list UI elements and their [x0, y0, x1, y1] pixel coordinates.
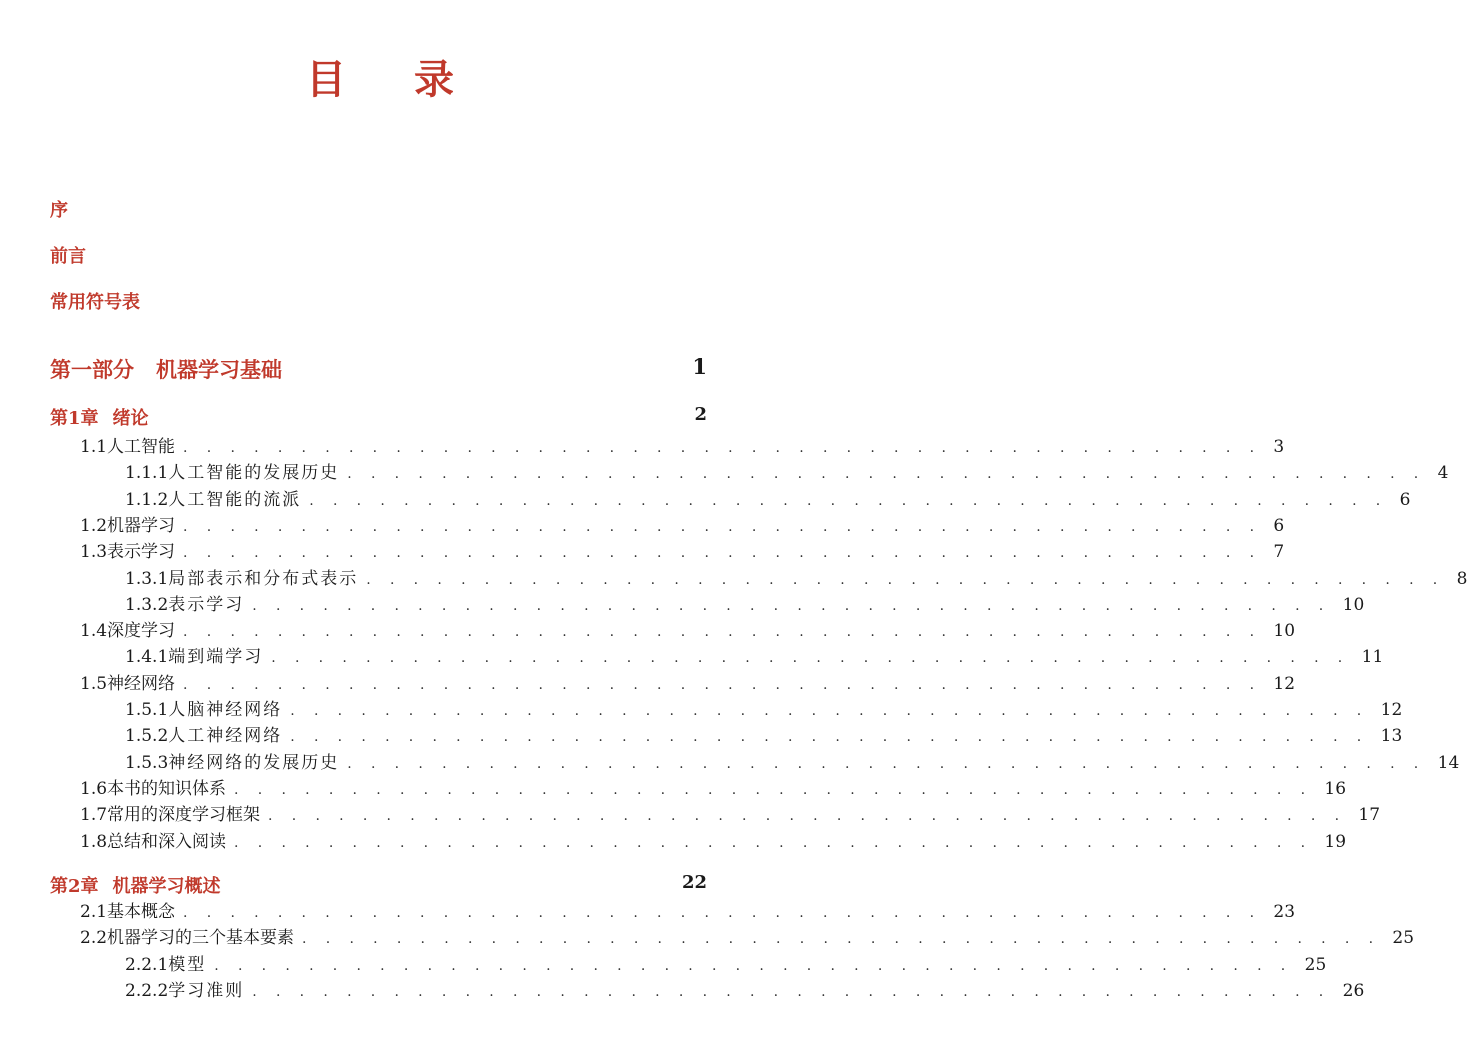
- entry-title: 人工神经网络: [168, 726, 283, 747]
- toc-title-char-1: 目: [306, 56, 346, 103]
- entry-title: 表示学习: [168, 594, 245, 615]
- entry-title: 局部表示和分布式表示: [168, 568, 359, 589]
- entry-title: 表示学习: [107, 542, 176, 563]
- chapter-heading: [50, 872, 221, 898]
- toc-title-char-2: 录: [414, 56, 454, 103]
- dot-leader: . . . . . . . . . . . . . . . . . . . . . . . . . . . . . . . . . . . . . . . . . . . . . .: [347, 466, 1426, 483]
- entry-title: 人工智能的发展历史: [168, 463, 340, 484]
- dot-leader: . . . . . . . . . . . . . . . . . . . . . . . . . . . . . . . . . . . . . . . . . . . . . .: [183, 518, 1262, 535]
- entry-title: 人脑神经网络: [168, 700, 283, 720]
- entry-page: 16: [1324, 778, 1347, 799]
- toc-subsection[interactable]: [0, 485, 1411, 510]
- entry-title: 常用的深度学习框架: [107, 805, 261, 826]
- entry-page: 7: [1273, 542, 1285, 563]
- entry-page: 6: [1273, 515, 1285, 536]
- entry-number: 1.7: [80, 805, 108, 826]
- entry-page: 12: [1380, 700, 1403, 720]
- toc-notation[interactable]: 常用符号表: [50, 292, 140, 313]
- toc-section[interactable]: [0, 669, 1296, 694]
- entry-page: 4: [1437, 463, 1449, 484]
- entry-number: 2.1: [80, 902, 108, 922]
- toc-section[interactable]: [0, 827, 1347, 852]
- entry-number: 1.3.2: [125, 594, 169, 615]
- chapter-label: 第2章: [50, 876, 99, 897]
- dot-leader: . . . . . . . . . . . . . . . . . . . . . . . . . . . . . . . . . . . . . . . . . . . . . .: [183, 905, 1262, 921]
- entry-number: 1.1: [80, 437, 108, 457]
- toc-chapter-2[interactable]: [50, 872, 707, 898]
- entry-number: 2.2: [80, 928, 108, 949]
- part-title: 机器学习基础: [156, 357, 282, 382]
- entry-title: 本书的知识体系: [107, 778, 227, 799]
- toc-subsection[interactable]: [0, 721, 1403, 747]
- dot-leader: . . . . . . . . . . . . . . . . . . . . . . . . . . . . . . . . . . . . . . . . . . . . . .: [347, 755, 1426, 772]
- entry-number: 1.5: [80, 673, 108, 694]
- entry-page: 11: [1361, 647, 1384, 668]
- entry-number: 1.4.1: [125, 647, 169, 668]
- entry-page: 14: [1437, 752, 1460, 773]
- dot-leader: . . . . . . . . . . . . . . . . . . . . . . . . . . . . . . . . . . . . . . . . . . . . . .: [183, 624, 1262, 641]
- toc-preface[interactable]: 序: [50, 200, 68, 221]
- entry-page: 10: [1273, 621, 1296, 642]
- part-page: 1: [692, 354, 707, 379]
- entry-page: 8: [1456, 568, 1467, 589]
- entry-number: 2.2.1: [125, 954, 169, 975]
- toc-section[interactable]: [0, 432, 1285, 457]
- part-label: 第一部分: [50, 357, 134, 382]
- entry-number: 1.3: [80, 542, 108, 563]
- dot-leader: . . . . . . . . . . . . . . . . . . . . . . . . . . . . . . . . . . . . . . . . . . . . . .: [252, 597, 1331, 614]
- entry-number: 1.5.3: [125, 752, 169, 773]
- dot-leader: . . . . . . . . . . . . . . . . . . . . . . . . . . . . . . . . . . . . . . . . . . . . . .: [290, 729, 1369, 746]
- entry-title: 端到端学习: [168, 647, 264, 668]
- entry-page: 25: [1392, 928, 1415, 949]
- entry-number: 1.4: [80, 621, 108, 642]
- entry-page: 3: [1273, 437, 1285, 457]
- chapter-page: 22: [681, 872, 707, 893]
- entry-title: 基本概念: [107, 902, 176, 922]
- chapter-title: 绪论: [112, 408, 149, 429]
- entry-title: 人工智能的流派: [168, 489, 302, 510]
- dot-leader: . . . . . . . . . . . . . . . . . . . . . . . . . . . . . . . . . . . . . . . . . . . . . .: [366, 571, 1445, 588]
- toc-section[interactable]: [0, 800, 1381, 826]
- part-heading: [50, 354, 282, 384]
- toc-part-1[interactable]: [50, 354, 707, 384]
- entry-title: 学习准则: [168, 980, 245, 1001]
- toc-section[interactable]: [0, 511, 1285, 536]
- entry-title: 模型: [168, 954, 207, 975]
- entry-number: 1.6: [80, 778, 108, 799]
- entry-title: 神经网络的发展历史: [168, 752, 340, 773]
- toc-subsection[interactable]: [0, 976, 1365, 1001]
- toc-subsection[interactable]: [0, 642, 1384, 668]
- dot-leader: . . . . . . . . . . . . . . . . . . . . . . . . . . . . . . . . . . . . . . . . . . . . . .: [183, 676, 1262, 693]
- toc-foreword[interactable]: 前言: [50, 246, 86, 267]
- entry-number: 1.5.2: [125, 726, 169, 747]
- entry-number: 1.5.1: [125, 700, 169, 720]
- entry-page: 10: [1342, 594, 1365, 615]
- entry-title: 机器学习的三个基本要素: [107, 928, 295, 949]
- toc-section[interactable]: [0, 774, 1347, 799]
- dot-leader: . . . . . . . . . . . . . . . . . . . . . . . . . . . . . . . . . . . . . . . . . . . . . .: [302, 931, 1381, 948]
- entry-number: 1.1.1: [125, 463, 169, 484]
- entry-title: 神经网络: [107, 673, 176, 694]
- entry-page: 6: [1399, 489, 1411, 510]
- toc-subsection[interactable]: [0, 950, 1327, 975]
- entry-page: 25: [1304, 954, 1327, 975]
- dot-leader: . . . . . . . . . . . . . . . . . . . . . . . . . . . . . . . . . . . . . . . . . . . . . .: [183, 440, 1262, 456]
- entry-number: 1.3.1: [125, 568, 169, 589]
- dot-leader: . . . . . . . . . . . . . . . . . . . . . . . . . . . . . . . . . . . . . . . . . . . . . .: [252, 983, 1331, 1000]
- entry-page: 19: [1324, 831, 1347, 852]
- chapter-title: 机器学习概述: [112, 876, 221, 897]
- entry-page: 26: [1342, 980, 1365, 1001]
- entry-number: 1.8: [80, 831, 108, 852]
- chapter-label: 第1章: [50, 408, 99, 429]
- entry-page: 23: [1273, 902, 1296, 922]
- toc-section[interactable]: [0, 537, 1285, 563]
- entry-number: 1.1.2: [125, 489, 169, 510]
- dot-leader: . . . . . . . . . . . . . . . . . . . . . . . . . . . . . . . . . . . . . . . . . . . . . .: [290, 703, 1369, 719]
- entry-title: 总结和深入阅读: [107, 831, 227, 852]
- toc-subsection[interactable]: [0, 695, 1403, 720]
- dot-leader: . . . . . . . . . . . . . . . . . . . . . . . . . . . . . . . . . . . . . . . . . . . . . .: [268, 808, 1347, 825]
- entry-title: 机器学习: [107, 515, 176, 536]
- toc-title: [0, 48, 760, 105]
- dot-leader: . . . . . . . . . . . . . . . . . . . . . . . . . . . . . . . . . . . . . . . . . . . . . .: [271, 650, 1350, 667]
- dot-leader: . . . . . . . . . . . . . . . . . . . . . . . . . . . . . . . . . . . . . . . . . . . . . .: [214, 957, 1293, 974]
- toc-subsection[interactable]: [0, 564, 1467, 589]
- entry-page: 13: [1380, 726, 1403, 747]
- entry-title: 深度学习: [107, 621, 176, 642]
- entry-page: 12: [1273, 673, 1296, 694]
- dot-leader: . . . . . . . . . . . . . . . . . . . . . . . . . . . . . . . . . . . . . . . . . . . . . .: [234, 834, 1313, 851]
- toc-subsection[interactable]: [0, 590, 1365, 615]
- toc-section[interactable]: [0, 897, 1296, 922]
- dot-leader: . . . . . . . . . . . . . . . . . . . . . . . . . . . . . . . . . . . . . . . . . . . . . .: [309, 492, 1388, 509]
- chapter-heading: [50, 404, 149, 430]
- toc-chapter-1[interactable]: [50, 404, 707, 430]
- dot-leader: . . . . . . . . . . . . . . . . . . . . . . . . . . . . . . . . . . . . . . . . . . . . . .: [183, 545, 1262, 562]
- toc-subsection[interactable]: [0, 748, 1460, 773]
- toc-section[interactable]: [0, 923, 1415, 949]
- toc-section[interactable]: [0, 616, 1296, 642]
- toc-subsection[interactable]: [0, 458, 1449, 484]
- entry-number: 2.2.2: [125, 980, 169, 1001]
- entry-title: 人工智能: [107, 437, 176, 457]
- dot-leader: . . . . . . . . . . . . . . . . . . . . . . . . . . . . . . . . . . . . . . . . . . . . . .: [234, 781, 1313, 798]
- entry-page: 17: [1358, 805, 1381, 826]
- chapter-page: 2: [694, 404, 707, 425]
- entry-number: 1.2: [80, 515, 108, 536]
